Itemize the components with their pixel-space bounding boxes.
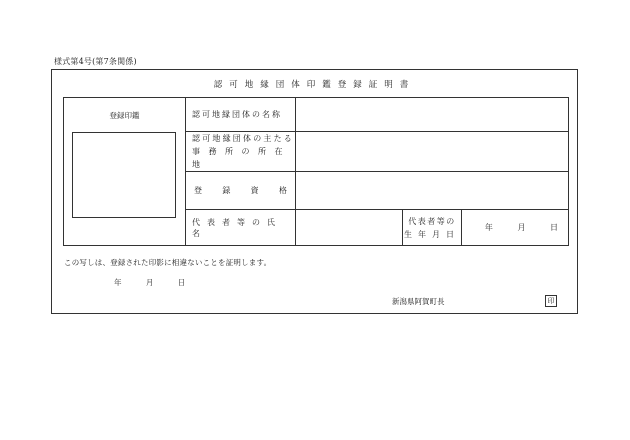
qualification-char: 資 [250, 186, 259, 195]
group-name-label: 認可地縁団体の名称 [186, 98, 296, 132]
qualification-label [186, 172, 296, 210]
birth-year-unit: 年 [484, 223, 493, 232]
issuer-name: 新潟県阿賀町長 [392, 297, 445, 306]
representative-birth-date-field[interactable] [462, 210, 569, 246]
office-address-label-line2: 事務所の所在地 [192, 147, 291, 169]
office-address-field[interactable] [296, 132, 569, 172]
certificate-title: 認可地縁団体印鑑登録証明書 [213, 80, 416, 90]
seal-impression-box [72, 132, 176, 218]
qualification-char: 格 [278, 186, 287, 195]
representative-name-label: 代表者等の氏名 [186, 210, 296, 246]
birth-month-unit: 月 [517, 223, 526, 232]
representative-birth-label [403, 210, 462, 246]
registration-table [63, 97, 569, 246]
seal-impression-cell [64, 98, 186, 246]
qualification-char: 録 [222, 186, 231, 195]
certificate-frame [51, 69, 578, 314]
representative-name-field[interactable] [296, 210, 403, 246]
qualification-field[interactable] [296, 172, 569, 210]
representative-birth-label-line2: 生年月日 [404, 229, 460, 239]
group-name-field[interactable] [296, 98, 569, 132]
form-number: 様式第4号(第7条関係) [54, 57, 137, 66]
birth-day-unit: 日 [550, 223, 559, 232]
seal-impression-label: 登録印鑑 [109, 111, 140, 120]
office-address-label-line1: 認可地縁団体の主たる [192, 134, 294, 143]
issue-year-unit: 年 [114, 278, 122, 287]
issue-day-unit: 日 [177, 278, 186, 287]
representative-birth-label-line1: 代表者等の [408, 216, 456, 226]
qualification-label-text [186, 185, 295, 196]
issue-month-unit: 月 [145, 278, 154, 287]
office-address-label [186, 132, 296, 172]
certification-statement: この写しは、登録された印影に相違ないことを証明します。 [64, 258, 272, 267]
qualification-char: 登 [194, 186, 202, 195]
official-seal-mark: 印 [545, 295, 557, 307]
issue-date [114, 277, 207, 288]
